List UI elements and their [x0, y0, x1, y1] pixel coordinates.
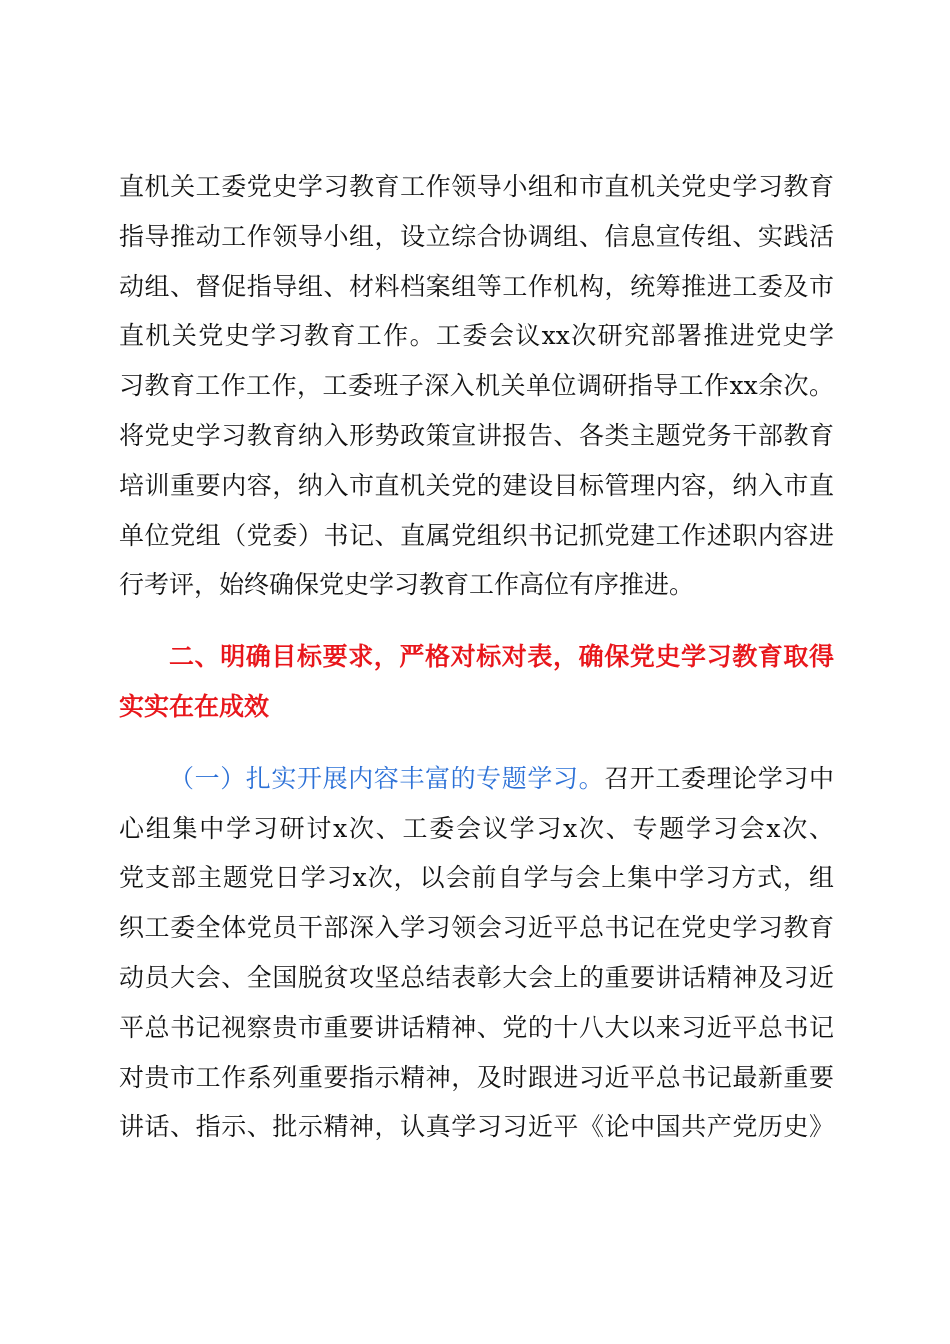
- paragraph-line: 心组集中学习研讨x次、工委会议学习x次、专题学习会x次、: [119, 813, 834, 843]
- subsection-first-line-text: 召开工委理论学习中: [604, 763, 834, 793]
- paragraph-line: 将党史学习教育纳入形势政策宣讲报告、各类主题党务干部教育: [119, 420, 834, 450]
- heading-line: 二、明确目标要求，严格对标对表，确保党史学习教育取得: [169, 642, 834, 672]
- paragraph-line: 动组、督促指导组、材料档案组等工作机构，统筹推进工委及市: [119, 271, 834, 301]
- subsection-first-line: [119, 754, 834, 804]
- paragraph-line: 对贵市工作系列重要指示精神，及时跟进习近平总书记最新重要: [119, 1062, 834, 1092]
- paragraph-line: 行考评，始终确保党史学习教育工作高位有序推进。: [119, 570, 695, 600]
- paragraph-line: 培训重要内容，纳入市直机关党的建设目标管理内容，纳入市直: [119, 470, 834, 500]
- heading-line: 实实在在成效: [119, 691, 270, 721]
- paragraph-line: 指导推动工作领导小组，设立综合协调组、信息宣传组、实践活: [119, 221, 834, 251]
- subsection-title: （一）扎实开展内容丰富的专题学习。: [169, 763, 605, 793]
- paragraph-line: 动员大会、全国脱贫攻坚总结表彰大会上的重要讲话精神及习近: [119, 962, 834, 992]
- paragraph-line: 讲话、指示、批示精神，认真学习习近平《论中国共产党历史》: [119, 1112, 834, 1142]
- paragraph-line: 党支部主题党日学习x次，以会前自学与会上集中学习方式，组: [119, 863, 834, 893]
- document-body: [119, 162, 834, 1152]
- subsection-1: [119, 754, 834, 1152]
- paragraph-line: 直机关党史学习教育工作。工委会议xx次研究部署推进党史学: [119, 321, 834, 351]
- section-heading-2: [119, 632, 834, 732]
- paragraph-line: 习教育工作工作，工委班子深入机关单位调研指导工作xx余次。: [119, 371, 834, 401]
- paragraph-line: 织工委全体党员干部深入学习领会习近平总书记在党史学习教育: [119, 913, 834, 943]
- paragraph-line: 平总书记视察贵市重要讲话精神、党的十八大以来习近平总书记: [119, 1012, 834, 1042]
- paragraph-line: 单位党组（党委）书记、直属党组织书记抓党建工作述职内容进: [119, 520, 834, 550]
- paragraph-line: 直机关工委党史学习教育工作领导小组和市直机关党史学习教育: [119, 172, 834, 201]
- paragraph-1: [119, 162, 834, 610]
